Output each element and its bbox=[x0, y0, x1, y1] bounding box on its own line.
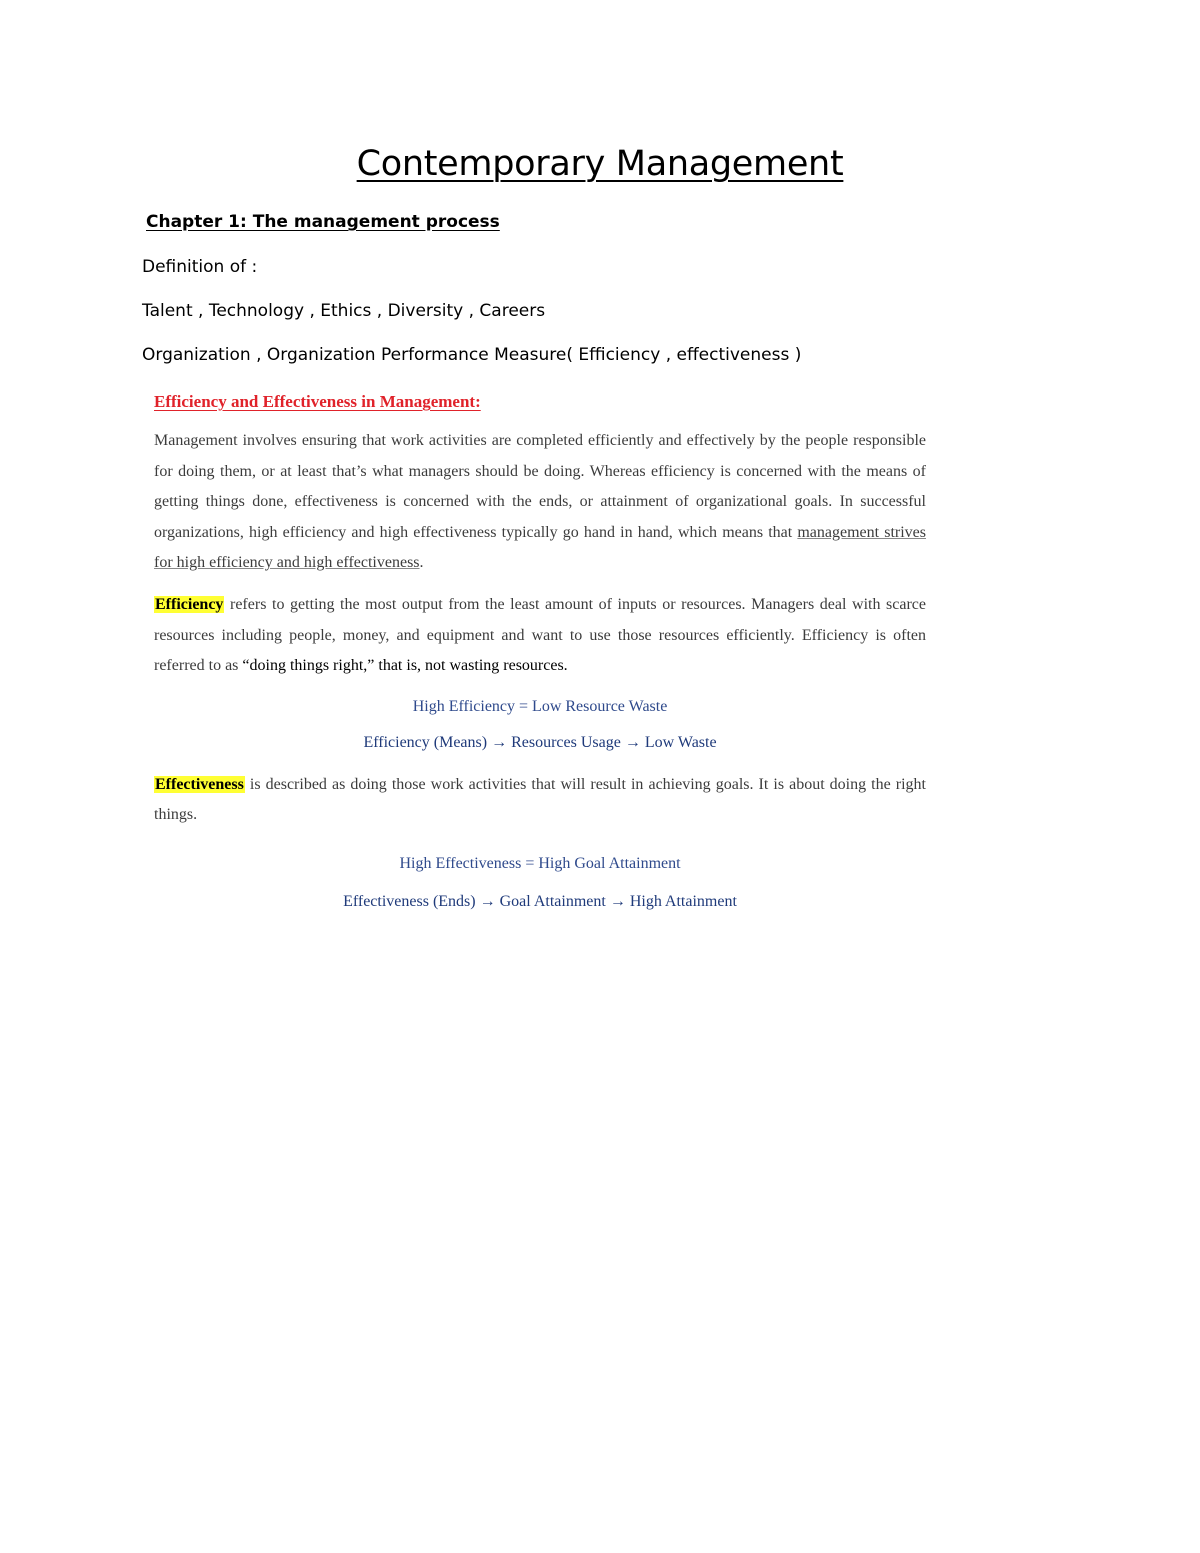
intro-paragraph bbox=[154, 426, 926, 579]
definition-label: Definition of : bbox=[142, 257, 258, 277]
effectiveness-formula-2: Effectiveness (Ends) → Goal Attainment → High Attainment bbox=[343, 892, 737, 910]
effectiveness-paragraph bbox=[154, 770, 926, 831]
organization-line: Organization , Organization Performance Measure( Efficiency , effectiveness ) bbox=[142, 345, 802, 365]
efficiency-quote: “doing things right,” that is, not wasting resources. bbox=[242, 657, 568, 675]
effectiveness-formula-1: High Effectiveness = High Goal Attainment bbox=[399, 854, 681, 872]
topics-line: Talent , Technology , Ethics , Diversity , Careers bbox=[142, 301, 546, 321]
intro-underlined-text: management strives for high efficiency and high effectiveness bbox=[154, 523, 926, 572]
efficiency-formula-1: High Efficiency = Low Resource Waste bbox=[412, 697, 668, 715]
effectiveness-term-highlight: Effectiveness bbox=[155, 775, 244, 793]
efficiency-term-highlight: Efficiency bbox=[155, 595, 224, 613]
intro-end: . bbox=[419, 554, 424, 572]
efficiency-text: refers to getting the most output from the least amount of inputs or resources. Managers deal with scarce resources including people, money, and equipment and want to use those resources efficiently. Efficiency is often referred to as bbox=[154, 595, 926, 675]
page-title: Contemporary Management bbox=[356, 144, 844, 184]
excerpt-heading: Efficiency and Effectiveness in Management: bbox=[154, 392, 481, 411]
efficiency-paragraph bbox=[154, 590, 926, 682]
excerpt-image bbox=[154, 392, 926, 911]
intro-text: Management involves ensuring that work activities are completed efficiently and effectively by the people responsible for doing them, or at least that’s what managers should be doing. Whereas efficiency is concerned with the means of getting things done, effectiveness is concerned with the ends, or attainment of organizational goals. In successful organizations, high efficiency and high effectiveness typically go hand in hand, which means that bbox=[154, 432, 926, 541]
efficiency-formula-2: Efficiency (Means) → Resources Usage → Low Waste bbox=[363, 733, 717, 751]
effectiveness-text: is described as doing those work activities that will result in achieving goals. It is about doing the right things. bbox=[154, 775, 926, 824]
chapter-heading: Chapter 1: The management process bbox=[146, 212, 500, 232]
